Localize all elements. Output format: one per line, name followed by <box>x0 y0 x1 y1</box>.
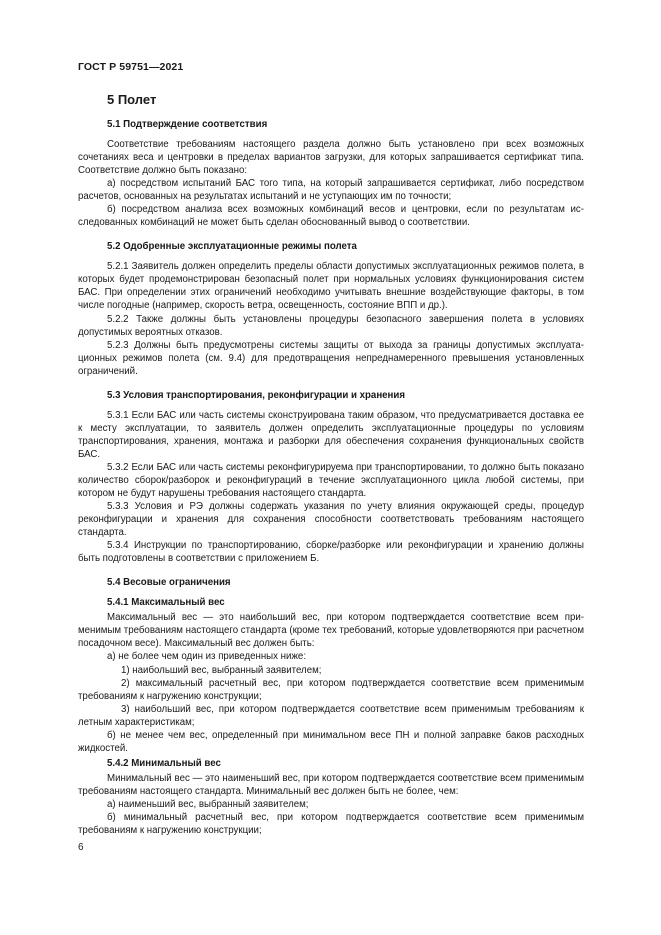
list-item: 2) максимальный расчетный вес, при котором подтверждается соответствие всем применимым требованиям к нагружению конструкции; <box>78 677 584 702</box>
list-item: б) не менее чем вес, определенный при минимальном весе ПН и полной заправке баков расходных жидкостей. <box>78 729 584 754</box>
list-item: 3) наибольший вес, при котором подтверждается соответствие всем применимым требованиям к летным характеристикам; <box>78 703 584 728</box>
standard-code-header: ГОСТ Р 59751—2021 <box>78 61 184 73</box>
list-item: а) посредством испытаний БАС того типа, на который запрашивается сертификат, либо посредством расчетов, основанных на результатах испытаний и не уступающих им по точности; <box>78 178 584 203</box>
paragraph: Соответствие требованиям настоящего раздела должно быть установлено при всех возможных сочетаниях веса и центровки в пределах вариантов загрузки, для которых запрашивается сертификат типа. Соответствие должно быть показано: <box>78 139 584 177</box>
section-5-4-2-title: 5.4.2 Минимальный вес <box>107 757 221 769</box>
section-5-4-title: 5.4 Весовые ограничения <box>107 577 231 589</box>
list-item: а) наименьший вес, выбранный заявителем; <box>107 798 309 810</box>
list-item: 1) наибольший вес, выбранный заявителем; <box>121 664 322 676</box>
section-5-3-title: 5.3 Условия транспортирования, реконфигурации и хранения <box>107 389 406 401</box>
section-5-2-title: 5.2 Одобренные эксплуатационные режимы полета <box>107 241 357 253</box>
page-number: 6 <box>78 842 84 853</box>
list-item: б) посредством анализа всех возможных комбинаций весов и центровки, если по результатам исследованных комбинаций не может быть сделан обоснованный вывод о соответствии. <box>78 204 584 229</box>
paragraph: Максимальный вес — это наибольший вес, при котором подтверждается соответствие всем применимым требованиям настоящего стандарта (кроме тех требований, которые удовлетворяются при расчетном посадочном весе). Максимальный вес должен быть: <box>78 612 584 650</box>
paragraph: 5.2.3 Должны быть предусмотрены системы защиты от выхода за границы допустимых эксплуатационных режимов полета (см. 9.4) для предотвращения непреднамеренного превышения установленных ограничений. <box>78 339 584 377</box>
section-5-title: 5 Полет <box>107 92 157 107</box>
paragraph: 5.3.1 Если БАС или часть системы сконструирована таким образом, что предусматривается доставка ее к месту эксплуатации, то заявитель должен определить эксплуатационные процедуры по условиям транспортирования, хранения, монтажа и разборки для обеспечения сохранения функциональных свойств БАС. <box>78 409 584 460</box>
page-content <box>78 92 584 837</box>
paragraph: 5.3.3 Условия и РЭ должны содержать указания по учету влияния окружающей среды, процедур реконфигурации и хранения для сохранения способности соответствовать требованиям настоящего стандарта. <box>78 501 584 539</box>
paragraph: 5.3.4 Инструкции по транспортированию, сборке/разборке или реконфигурации и хранению должны быть подготовлены в соответствии с приложением Б. <box>78 540 584 565</box>
list-item: б) минимальный расчетный вес, при котором подтверждается соответствие всем применимым требованиям к нагружению конструкции; <box>78 811 584 837</box>
paragraph: Минимальный вес — это наименьший вес, при котором подтверждается соответствие всем применимым требованиям настоящего стандарта. Минимальный вес должен быть не более, чем: <box>78 772 584 797</box>
section-5-1-title: 5.1 Подтверждение соответствия <box>107 119 268 130</box>
paragraph: 5.2.2 Также должны быть установлены процедуры безопасного завершения полета в условиях допустимых вероятных отказов. <box>78 313 584 338</box>
section-5-4-1-title: 5.4.1 Максимальный вес <box>107 597 225 609</box>
paragraph: 5.3.2 Если БАС или часть системы реконфигурируема при транспортировании, то должно быть показано количество сборок/разборок и реконфигураций в течение эксплуатационного цикла любой системы, при котором не будут нарушены требования настоящего стандарта. <box>78 461 584 500</box>
list-item: а) не более чем один из приведенных ниже: <box>107 651 307 663</box>
paragraph: 5.2.1 Заявитель должен определить пределы области допустимых эксплуатационных режимов полета, в которых будет продемонстрирован безопасный полет при нормальных условиях функционирования систем БАС. При определении этих ограничений необходимо учитывать внешние воздействующие факторы, в том числе погодные (например, скорость ветра, освещенность, состояние ВПП и др.). <box>78 261 584 312</box>
